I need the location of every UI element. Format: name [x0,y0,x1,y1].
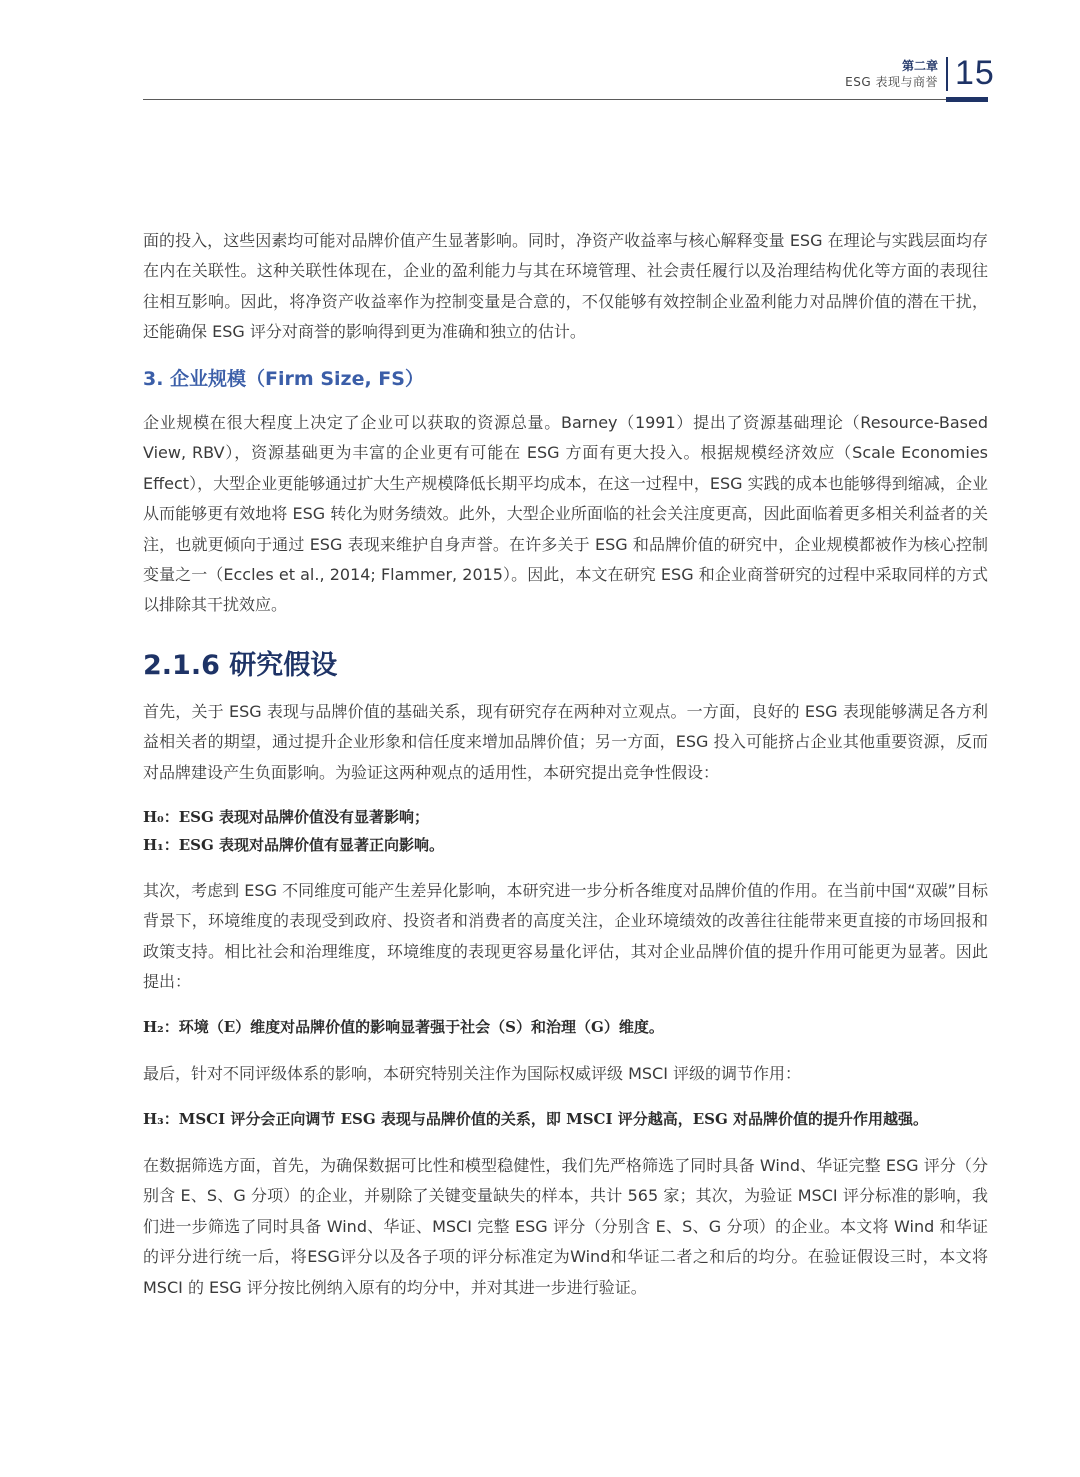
page-number: 15 [955,54,995,92]
paragraph-intro: 面的投入，这些因素均可能对品牌价值产生显著影响。同时，净资产收益率与核心解释变量 ESG 在理论与实践层面均存在内在关联性。这种关联性体现在，企业的盈利能力与其在环境管理、社会责任履行以及治理结构优化等方面的表现往往相互影响。因此，将净资产收益率作为控制变量是合意的，不仅能够有效控制企业盈利能力对品牌价值的潜在干扰，还能确保 ESG 评分对商誉的影响得到更为准确和独立的估计。 [143,231,988,342]
hypothesis-h1: H₁：ESG 表现对品牌价值有显著正向影响。 [143,836,445,854]
paragraph-competing-hypotheses: 首先，关于 ESG 表现与品牌价值的基础关系，现有研究存在两种对立观点。一方面，良好的 ESG 表现能够满足各方利益相关者的期望，通过提升企业形象和信任度来增加品牌价值；另一方面，ESG 投入可能挤占企业其他重要资源，反而对品牌建设产生负面影响。为验证这两种观点的适用性，本研究提出竞争性假设： [143,702,988,782]
header-rule-accent [946,97,988,102]
paragraph-data-screening: 在数据筛选方面，首先，为确保数据可比性和模型稳健性，我们先严格筛选了同时具备 Wind、华证完整 ESG 评分（分别含 E、S、G 分项）的企业，并剔除了关键变量缺失的样本，共计 565 家；其次，为验证 MSCI 评分标准的影响，我们进一步筛选了同时具备 Wind、华证、MSCI 完整 ESG 评分（分别含 E、S、G 分项）的企业。本文将 Wind 和华证的评分进行统一后，将ESG评分以及各子项的评分标准定为Wind和华证二者之和后的均分。在验证假设三时，本文将 MSCI 的 ESG 评分按比例纳入原有的均分中，并对其进一步进行验证。 [143,1156,988,1297]
subheading-firm-size: 3. 企业规模（Firm Size, FS） [143,368,424,390]
header-rule [143,99,988,100]
paragraph-dimensions: 其次，考虑到 ESG 不同维度可能产生差异化影响，本研究进一步分析各维度对品牌价值的作用。在当前中国“双碳”目标背景下，环境维度的表现受到政府、投资者和消费者的高度关注，企业环境绩效的改善往往能带来更直接的市场回报和政策支持。相比社会和治理维度，环境维度的表现更容易量化评估，其对企业品牌价值的提升作用可能更为显著。因此提出： [143,881,988,992]
section-label: ESG 表现与商誉 [845,75,938,89]
hypothesis-h3: H₃：MSCI 评分会正向调节 ESG 表现与品牌价值的关系，即 MSCI 评分越高，ESG 对品牌价值的提升作用越强。 [143,1110,929,1128]
hypothesis-h0: H₀：ESG 表现对品牌价值没有显著影响； [143,808,430,826]
paragraph-msci: 最后，针对不同评级体系的影响，本研究特别关注作为国际权威评级 MSCI 评级的调节作用： [143,1064,802,1083]
chapter-label: 第二章 [901,59,938,73]
hypothesis-h2: H₂：环境（E）维度对品牌价值的影响显著强于社会（S）和治理（G）维度。 [143,1018,664,1036]
header-divider [946,57,948,91]
paragraph-firm-size: 企业规模在很大程度上决定了企业可以获取的资源总量。Barney（1991）提出了资源基础理论（Resource-Based View, RBV），资源基础更为丰富的企业更有可能在 ESG 方面有更大投入。根据规模经济效应（Scale Economies Effect），大型企业更能够通过扩大生产规模降低长期平均成本，在这一过程中，ESG 实践的成本也能够得到缩减，企业从而能够更有效地将 ESG 转化为财务绩效。此外，大型企业所面临的社会关注度更高，因此面临着更多相关利益者的关注，也就更倾向于通过 ESG 表现来维护自身声誉。在许多关于 ESG 和品牌价值的研究中，企业规模都被作为核心控制变量之一（Eccles et al., 2014; Flammer, 2015）。因此，本文在研究 ESG 和企业商誉研究的过程中采取同样的方式以排除其干扰效应。 [143,413,988,615]
section-heading-hypotheses: 2.1.6 研究假设 [143,650,338,681]
